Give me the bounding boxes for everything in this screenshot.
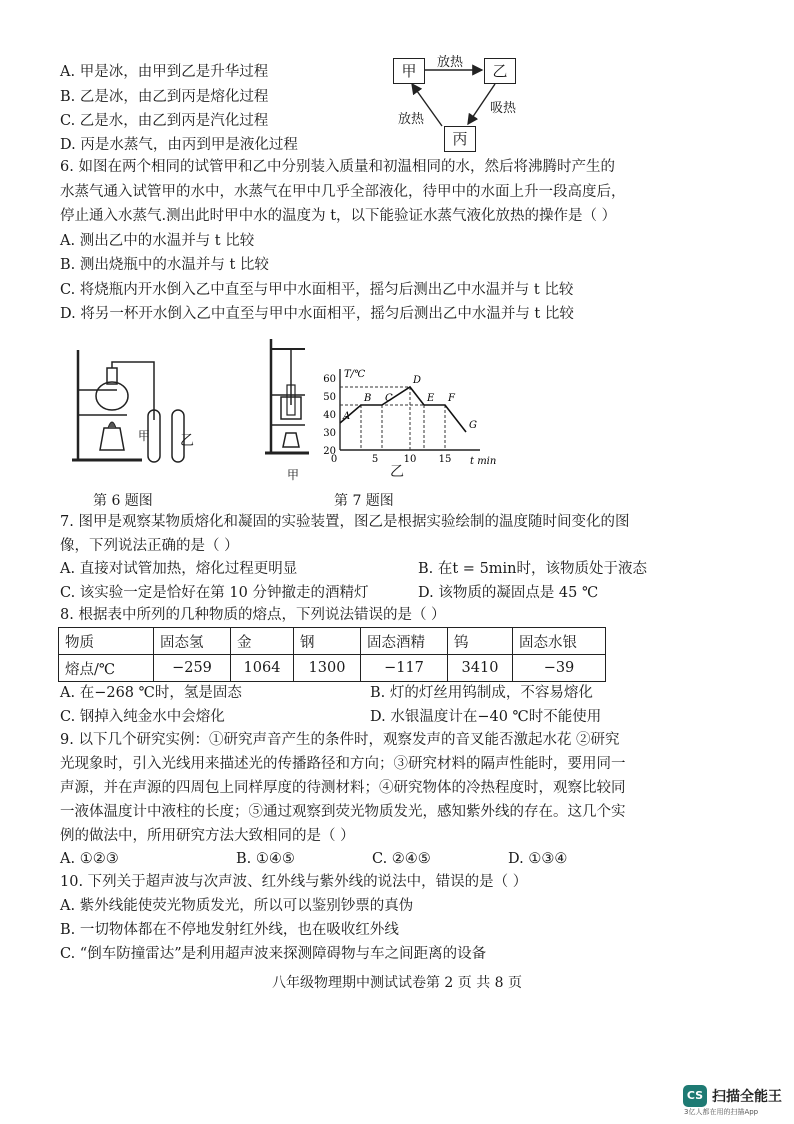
table-header-cell: 钢: [294, 628, 361, 655]
q9-option-b: B. ①④⑤: [236, 851, 295, 867]
label-release-heat-left: 放热: [398, 112, 425, 127]
table-header-cell: 固态氢: [154, 628, 231, 655]
q9-stem-line-5: 例的做法中，所用研究方法大致相同的是（ ）: [60, 828, 355, 844]
fig7-label-yi: 乙: [390, 464, 404, 480]
q5-option-d: D. 丙是水蒸气，由丙到甲是液化过程: [60, 137, 298, 153]
x-tick-label: 5: [371, 454, 379, 465]
table-cell: 熔点/℃: [59, 655, 154, 682]
point-label: C: [385, 393, 393, 404]
point-label: E: [427, 393, 435, 404]
q5-option-a: A. 甲是冰，由甲到乙是升华过程: [60, 64, 269, 80]
table-cell: −259: [154, 655, 231, 682]
q9-stem-line-4: 一液体温度计中液柱的长度；⑤通过观察到荧光物质发光，感知紫外线的存在。这几个实: [60, 804, 626, 820]
q10-stem: 10. 下列关于超声波与次声波、红外线与紫外线的说法中，错误的是（ ）: [60, 874, 528, 890]
camscanner-logo-icon: CS: [683, 1085, 707, 1107]
fig6-caption: 第 6 题图: [93, 493, 153, 509]
table-cell: −117: [361, 655, 448, 682]
melting-point-table: [58, 627, 606, 682]
q7-option-b: B. 在t = 5min时，该物质处于液态: [418, 561, 648, 577]
q7-stem-line-2: 像，下列说法正确的是（ ）: [60, 538, 239, 554]
y-tick-label: 50: [323, 392, 336, 403]
q10-option-c: C. “倒车防撞雷达”是利用超声波来探测障碍物与车之间距离的设备: [60, 946, 487, 962]
table-cell: 1300: [294, 655, 361, 682]
table-header-cell: 钨: [448, 628, 513, 655]
q9-stem-line-3: 声源，并在声源的四周包上同样厚度的待测材料；④研究物体的冷热程度时，观察比较同: [60, 780, 626, 796]
q7-option-c: C. 该实验一定是恰好在第 10 分钟撤走的酒精灯: [60, 585, 369, 601]
q8-option-c: C. 钢掉入纯金水中会熔化: [60, 709, 225, 725]
q7-option-d: D. 该物质的凝固点是 45 ℃: [418, 585, 599, 601]
q10-option-b: B. 一切物体都在不停地发射红外线，也在吸收红外线: [60, 922, 399, 938]
fig7-temperature-chart: [305, 335, 530, 465]
label-absorb-heat: 吸热: [490, 101, 517, 116]
q9-option-a: A. ①②③: [60, 851, 119, 867]
fig7-caption: 第 7 题图: [334, 493, 394, 509]
table-header-cell: 固态水银: [513, 628, 606, 655]
table-cell: 1064: [231, 655, 294, 682]
table-header-row: [59, 628, 606, 655]
x-tick-label: 10: [403, 454, 417, 465]
q6-stem-line-1: 6. 如图在两个相同的试管甲和乙中分别装入质量和初温相同的水，然后将沸腾时产生的: [60, 159, 615, 175]
x-tick-label: 15: [438, 454, 452, 465]
q6-option-d: D. 将另一杯开水倒入乙中直至与甲中水面相平，摇匀后测出乙中水温并与 t 比较: [60, 306, 574, 322]
table-row: [59, 655, 606, 682]
scanner-app-name: 扫描全能王: [712, 1089, 782, 1105]
y-tick-label: 30: [323, 428, 336, 439]
y-tick-label: 60: [323, 374, 336, 385]
q5-option-b: B. 乙是冰，由乙到丙是熔化过程: [60, 89, 269, 105]
y-axis-label: T/℃: [344, 369, 366, 380]
x-tick-label: 0: [330, 454, 338, 465]
label-release-heat-top: 放热: [437, 55, 464, 70]
point-label: B: [364, 393, 372, 404]
fig6-tube-yi-label: 乙: [180, 433, 194, 449]
table-cell: −39: [513, 655, 606, 682]
x-axis-label: t min: [470, 456, 497, 465]
q8-stem: 8. 根据表中所列的几种物质的熔点，下列说法错误的是（ ）: [60, 607, 446, 623]
fig6-apparatus: [62, 340, 202, 470]
q6-option-c: C. 将烧瓶内开水倒入乙中直至与甲中水面相平，摇匀后测出乙中水温并与 t 比较: [60, 282, 574, 298]
state-box-bing: 丙: [444, 126, 476, 152]
fig6-tube-jia-label: 甲: [138, 429, 151, 443]
fig7-label-jia: 甲: [287, 468, 300, 482]
y-tick-label: 40: [323, 410, 336, 421]
page-footer: 八年级物理期中测试试卷第 2 页 共 8 页: [271, 975, 523, 991]
q8-option-b: B. 灯的灯丝用钨制成，不容易熔化: [370, 685, 593, 701]
point-label: F: [448, 393, 455, 404]
point-label: G: [469, 420, 477, 431]
q6-option-b: B. 测出烧瓶中的水温并与 t 比较: [60, 257, 269, 273]
table-cell: 3410: [448, 655, 513, 682]
state-box-jia: 甲: [393, 58, 425, 84]
q7-option-a: A. 直接对试管加热，熔化过程更明显: [60, 561, 298, 577]
cycle-arrows: [380, 50, 530, 160]
q5-option-c: C. 乙是水，由乙到丙是汽化过程: [60, 113, 269, 129]
q9-option-c: C. ②④⑤: [372, 851, 431, 867]
q9-stem-line-2: 光现象时，引入光线用来描述光的传播路径和方向；③研究材料的隔声性能时，要用同一: [60, 756, 626, 772]
q9-stem-line-1: 9. 以下几个研究实例：①研究声音产生的条件时，观察发声的音叉能否激起水花 ②研究: [60, 732, 620, 748]
q10-option-a: A. 紫外线能使荧光物质发光，所以可以鉴别钞票的真伪: [60, 898, 414, 914]
point-label: A: [343, 411, 351, 422]
table-header-cell: 固态酒精: [361, 628, 448, 655]
table-header-cell: 金: [231, 628, 294, 655]
q8-option-d: D. 水银温度计在−40 ℃时不能使用: [370, 709, 602, 725]
q6-stem-line-2: 水蒸气通入试管甲的水中，水蒸气在甲中几乎全部液化，待甲中的水面上升一段高度后，: [60, 184, 626, 200]
point-label: D: [413, 375, 422, 386]
q7-stem-line-1: 7. 图甲是观察某物质熔化和凝固的实验装置，图乙是根据实验绘制的温度随时间变化的图: [60, 514, 630, 530]
q6-option-a: A. 测出乙中的水温并与 t 比较: [60, 233, 255, 249]
q9-option-d: D. ①③④: [508, 851, 568, 867]
q6-stem-line-3: 停止通入水蒸气.测出此时甲中水的温度为 t，以下能验证水蒸气液化放热的操作是（ ）: [60, 208, 617, 224]
state-box-yi: 乙: [484, 58, 516, 84]
q8-option-a: A. 在−268 ℃时，氢是固态: [60, 685, 242, 701]
scanner-tagline: 3亿人都在用的扫描App: [684, 1108, 759, 1116]
table-header-cell: 物质: [59, 628, 154, 655]
y-tick-label: 20: [323, 446, 336, 457]
